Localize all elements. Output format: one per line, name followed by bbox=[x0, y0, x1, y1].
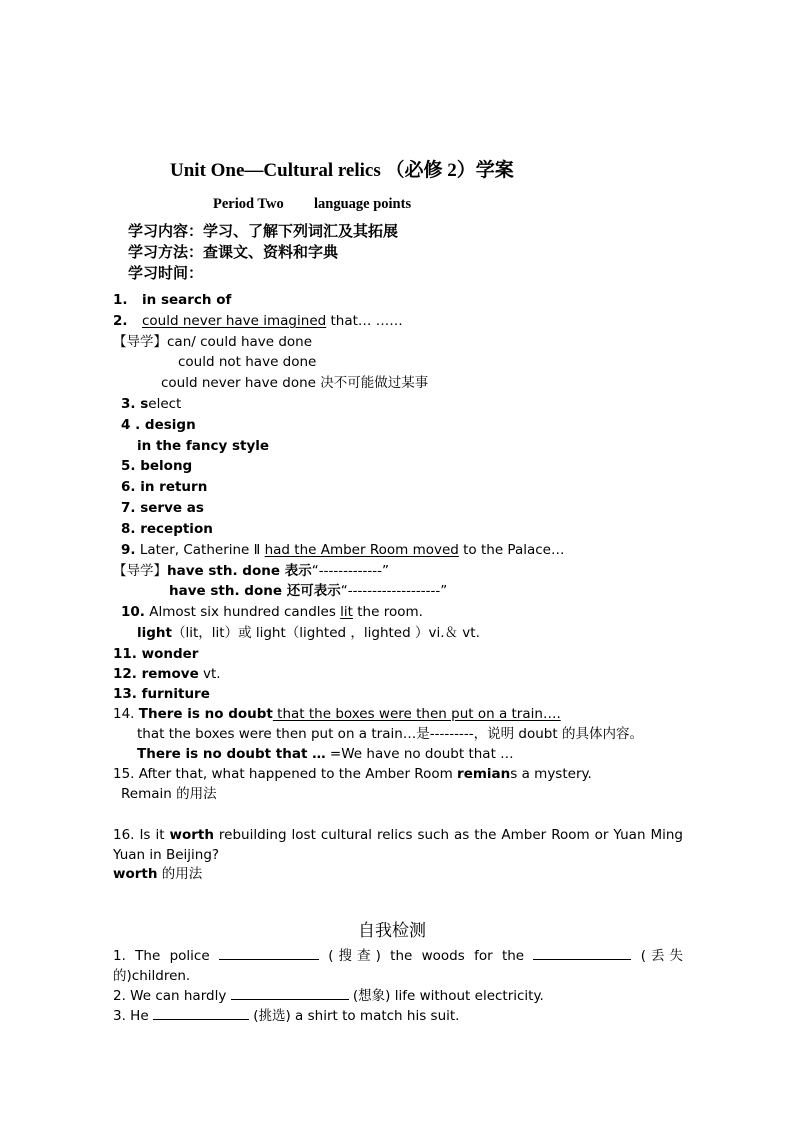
study-method: 学习方法：查课文、资料和字典 bbox=[128, 243, 339, 261]
guide-1-text3: could never have done 决不可能做过某事 bbox=[161, 375, 429, 391]
guide-2-label: 【导学】 bbox=[113, 563, 167, 579]
self-test-q3 bbox=[113, 1005, 459, 1025]
self-test-title: 自我检测 bbox=[358, 921, 426, 941]
item-15-pre: 15. After that, what happened to the Amber Room bbox=[113, 766, 458, 782]
self-test-q1 bbox=[113, 945, 683, 986]
item-15 bbox=[113, 765, 592, 783]
item-14-line3-rest: =We have no doubt that … bbox=[325, 746, 514, 762]
guide-1-label: 【导学】 bbox=[113, 334, 167, 350]
item-14-underlined: that the boxes were then put on a train…. bbox=[272, 706, 561, 722]
guide-2-text2-rest: “-------------------” bbox=[340, 583, 448, 599]
q3-blank[interactable] bbox=[153, 1005, 249, 1020]
item-10-underlined: lit bbox=[340, 604, 353, 620]
item-12-rest: vt. bbox=[198, 666, 221, 682]
item-6: 6. in return bbox=[121, 479, 208, 495]
item-9-number: 9. bbox=[121, 542, 136, 558]
item-10 bbox=[121, 603, 423, 621]
item-15-bold: remian bbox=[457, 766, 511, 782]
guide-2-text1-bold: have sth. done 表示 bbox=[167, 563, 312, 579]
item-16-pre: 16. Is it bbox=[113, 827, 170, 843]
item-4-sub: in the fancy style bbox=[137, 438, 270, 454]
item-14-number: 14. bbox=[113, 706, 139, 722]
guide-1-line1 bbox=[113, 333, 312, 351]
item-2-number: 2. bbox=[113, 313, 128, 329]
item-4: 4 . design bbox=[121, 417, 196, 433]
q3-part-b: (挑选) a shirt to match his suit. bbox=[248, 1008, 460, 1024]
q2-part-a: 2. We can hardly bbox=[113, 988, 231, 1004]
item-11: 11. wonder bbox=[113, 646, 199, 662]
guide-1-text2: could not have done bbox=[178, 354, 317, 370]
item-16-post: rebuilding lost cultural relics such as the Amber Room or Yuan Ming Yuan in Beijing? bbox=[113, 827, 683, 863]
item-16 bbox=[113, 825, 683, 865]
guide-2-line1 bbox=[113, 562, 389, 580]
item-3-text: elect bbox=[148, 396, 182, 412]
guide-2-text2-bold: have sth. done 还可表示 bbox=[169, 583, 341, 599]
item-10-post: the room. bbox=[352, 604, 423, 620]
item-16-sub bbox=[113, 865, 202, 883]
q2-part-b: (想象) life without electricity. bbox=[348, 988, 544, 1004]
q1-part-b: (搜查) the woods for the bbox=[318, 948, 534, 964]
item-15-post: s a mystery. bbox=[510, 766, 592, 782]
item-15-sub: Remain 的用法 bbox=[121, 786, 217, 802]
q3-part-a: 3. He bbox=[113, 1008, 153, 1024]
guide-2-line2 bbox=[169, 582, 447, 600]
item-1-text: in search of bbox=[142, 292, 232, 308]
subtitle-topic: language points bbox=[314, 196, 412, 212]
item-5: 5. belong bbox=[121, 458, 193, 474]
item-10-sub bbox=[137, 624, 480, 642]
item-9-pre: Later, Catherine Ⅱ bbox=[135, 542, 265, 558]
item-13: 13. furniture bbox=[113, 686, 210, 702]
self-test-q2 bbox=[113, 985, 544, 1005]
item-7: 7. serve as bbox=[121, 500, 204, 516]
q1-part-a: 1. The police bbox=[113, 948, 219, 964]
item-3-number: 3. s bbox=[121, 396, 149, 412]
item-16-sub-bold: worth bbox=[113, 866, 158, 882]
item-9 bbox=[121, 541, 564, 559]
subtitle-period: Period Two bbox=[213, 196, 284, 212]
guide-1-text1: can/ could have done bbox=[167, 334, 313, 350]
q1-part-c: (丢失的)children. bbox=[113, 948, 684, 984]
item-10-sub-bold: light bbox=[137, 625, 172, 641]
item-14-bold: There is no doubt bbox=[138, 706, 273, 722]
item-2-rest: that… …… bbox=[326, 313, 403, 329]
item-14-line3-bold: There is no doubt that … bbox=[137, 746, 326, 762]
item-10-pre: Almost six hundred candles bbox=[144, 604, 341, 620]
study-content: 学习内容：学习、了解下列词汇及其拓展 bbox=[128, 222, 399, 240]
item-16-bold: worth bbox=[169, 827, 214, 843]
item-9-underlined: had the Amber Room moved bbox=[264, 542, 459, 558]
study-time: 学习时间： bbox=[128, 264, 204, 282]
item-2-underlined: could never have imagined bbox=[142, 313, 327, 329]
page-title: Unit One—Cultural relics （必修 2）学案 bbox=[170, 160, 514, 181]
guide-2-text1-rest: “-------------” bbox=[311, 563, 390, 579]
item-8: 8. reception bbox=[121, 521, 213, 537]
item-12-bold: 12. remove bbox=[113, 666, 199, 682]
item-1-number: 1. bbox=[113, 292, 128, 308]
item-16-sub-rest: 的用法 bbox=[157, 866, 203, 882]
q1-blank-2[interactable] bbox=[533, 945, 631, 960]
item-14-line3 bbox=[137, 745, 514, 763]
item-10-number: 10. bbox=[121, 604, 145, 620]
q2-blank[interactable] bbox=[231, 985, 349, 1000]
q1-blank-1[interactable] bbox=[219, 945, 319, 960]
item-12 bbox=[113, 665, 221, 683]
item-10-sub-rest: （lit，lit）或 light（lighted ，lighted ）vi.＆ vt. bbox=[171, 625, 480, 641]
item-14 bbox=[113, 705, 561, 723]
item-9-post: to the Palace… bbox=[458, 542, 565, 558]
item-3 bbox=[121, 395, 181, 413]
item-14-line2: that the boxes were then put on a train…是---------，说明 doubt 的具体内容。 bbox=[137, 726, 643, 742]
item-2-line bbox=[142, 312, 403, 330]
